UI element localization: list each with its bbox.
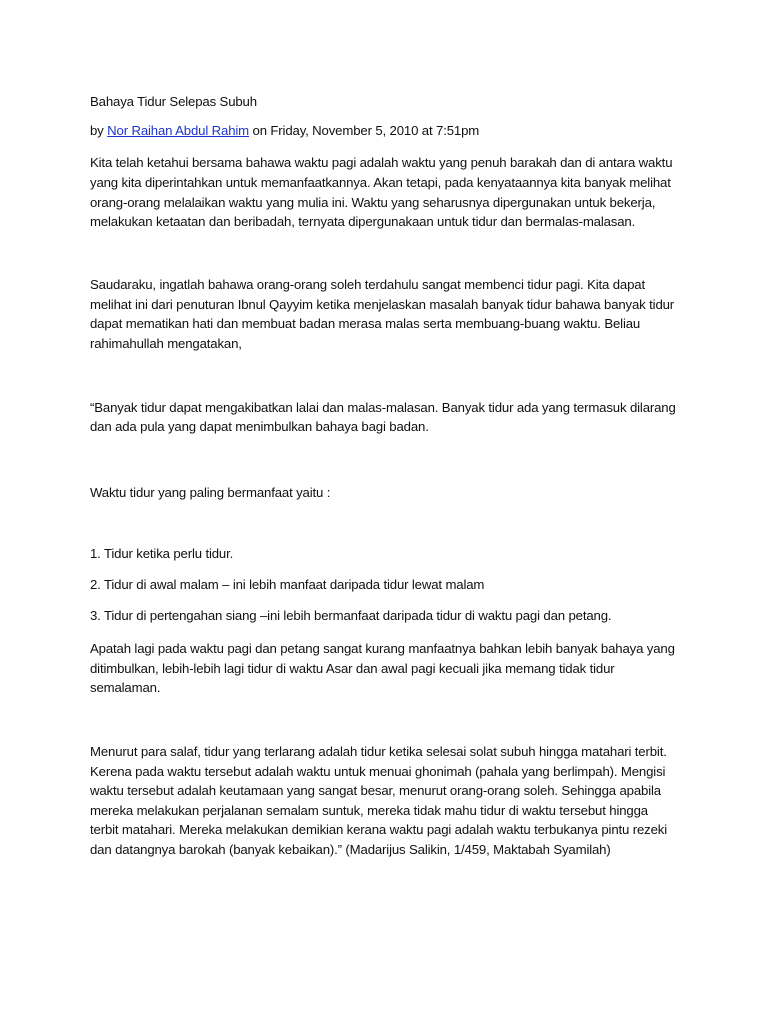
document-title: Bahaya Tidur Selepas Subuh <box>90 94 257 109</box>
paragraph-2-line-1: Saudaraku, ingatlah bahawa orang-orang soleh terdahulu sangat membenci tidur pagi. Kita dapat <box>90 277 645 292</box>
author-link[interactable]: Nor Raihan Abdul Rahim <box>107 123 249 138</box>
paragraph-4-line-2: Kerena pada waktu tersebut adalah waktu untuk menuai ghonimah (pahala yang berlimpah). Mengisi <box>90 764 666 779</box>
byline <box>90 123 479 139</box>
paragraph-4-line-5: terbit matahari. Mereka melakukan demikian kerana waktu pagi adalah waktu terbukanya pintu rezeki <box>90 822 668 837</box>
quote-line-2: dan ada pula yang dapat menimbulkan bahaya bagi badan. <box>90 419 429 434</box>
paragraph-3-line-1: Apatah lagi pada waktu pagi dan petang sangat kurang manfaatnya bahkan lebih banyak bahaya yang <box>90 641 675 656</box>
quote-line-1: “Banyak tidur dapat mengakibatkan lalai dan malas-malasan. Banyak tidur ada yang termasuk dilarang <box>90 400 676 415</box>
list-intro: Waktu tidur yang paling bermanfaat yaitu : <box>90 485 331 500</box>
document-page <box>90 0 690 1024</box>
list-item-1: 1. Tidur ketika perlu tidur. <box>90 546 234 561</box>
paragraph-4-line-3: waktu tersebut adalah keutamaan yang sangat besar, menurut orang-orang soleh. Sehingga apabila <box>90 783 661 798</box>
byline-date: on Friday, November 5, 2010 at 7:51pm <box>249 123 480 138</box>
paragraph-3-line-2: ditimbulkan, lebih-lebih lagi tidur di waktu Asar dan awal pagi kecuali jika memang tidak tidur <box>90 661 615 676</box>
paragraph-1-line-4: melakukan ketaatan dan beribadah, ternyata dipergunakaan untuk tidur dan bermalas-malasan. <box>90 214 636 229</box>
paragraph-4-line-6: dan datangnya barokah (banyak kebaikan).” (Madarijus Salikin, 1/459, Maktabah Syamilah) <box>90 842 611 857</box>
paragraph-1-line-3: orang-orang melalaikan waktu yang mulia ini. Waktu yang seharusnya dipergunakan untuk bekerja, <box>90 195 656 210</box>
paragraph-2-line-3: dapat mematikan hati dan membuat badan merasa malas serta membuang-buang waktu. Beliau <box>90 316 641 331</box>
paragraph-1-line-1: Kita telah ketahui bersama bahawa waktu pagi adalah waktu yang penuh barakah dan di antara waktu <box>90 155 673 170</box>
paragraph-3-line-3: semalaman. <box>90 680 161 695</box>
byline-prefix: by <box>90 123 108 138</box>
list-item-2: 2. Tidur di awal malam – ini lebih manfaat daripada tidur lewat malam <box>90 577 485 592</box>
paragraph-2-line-2: melihat ini dari penuturan Ibnul Qayyim ketika menjelaskan masalah banyak tidur bahawa banyak tidur <box>90 297 675 312</box>
paragraph-4-line-1: Menurut para salaf, tidur yang terlarang adalah tidur ketika selesai solat subuh hingga matahari terbit. <box>90 744 667 759</box>
list-item-3: 3. Tidur di pertengahan siang –ini lebih bermanfaat daripada tidur di waktu pagi dan petang. <box>90 608 612 623</box>
paragraph-2-line-4: rahimahullah mengatakan, <box>90 336 242 351</box>
paragraph-4-line-4: mereka melakukan perjalanan semalam suntuk, mereka tidak mahu tidur di waktu tersebut hingga <box>90 803 648 818</box>
paragraph-1-line-2: yang kita diperintahkan untuk memanfaatkannya. Akan tetapi, pada kenyataannya kita banyak melihat <box>90 175 671 190</box>
